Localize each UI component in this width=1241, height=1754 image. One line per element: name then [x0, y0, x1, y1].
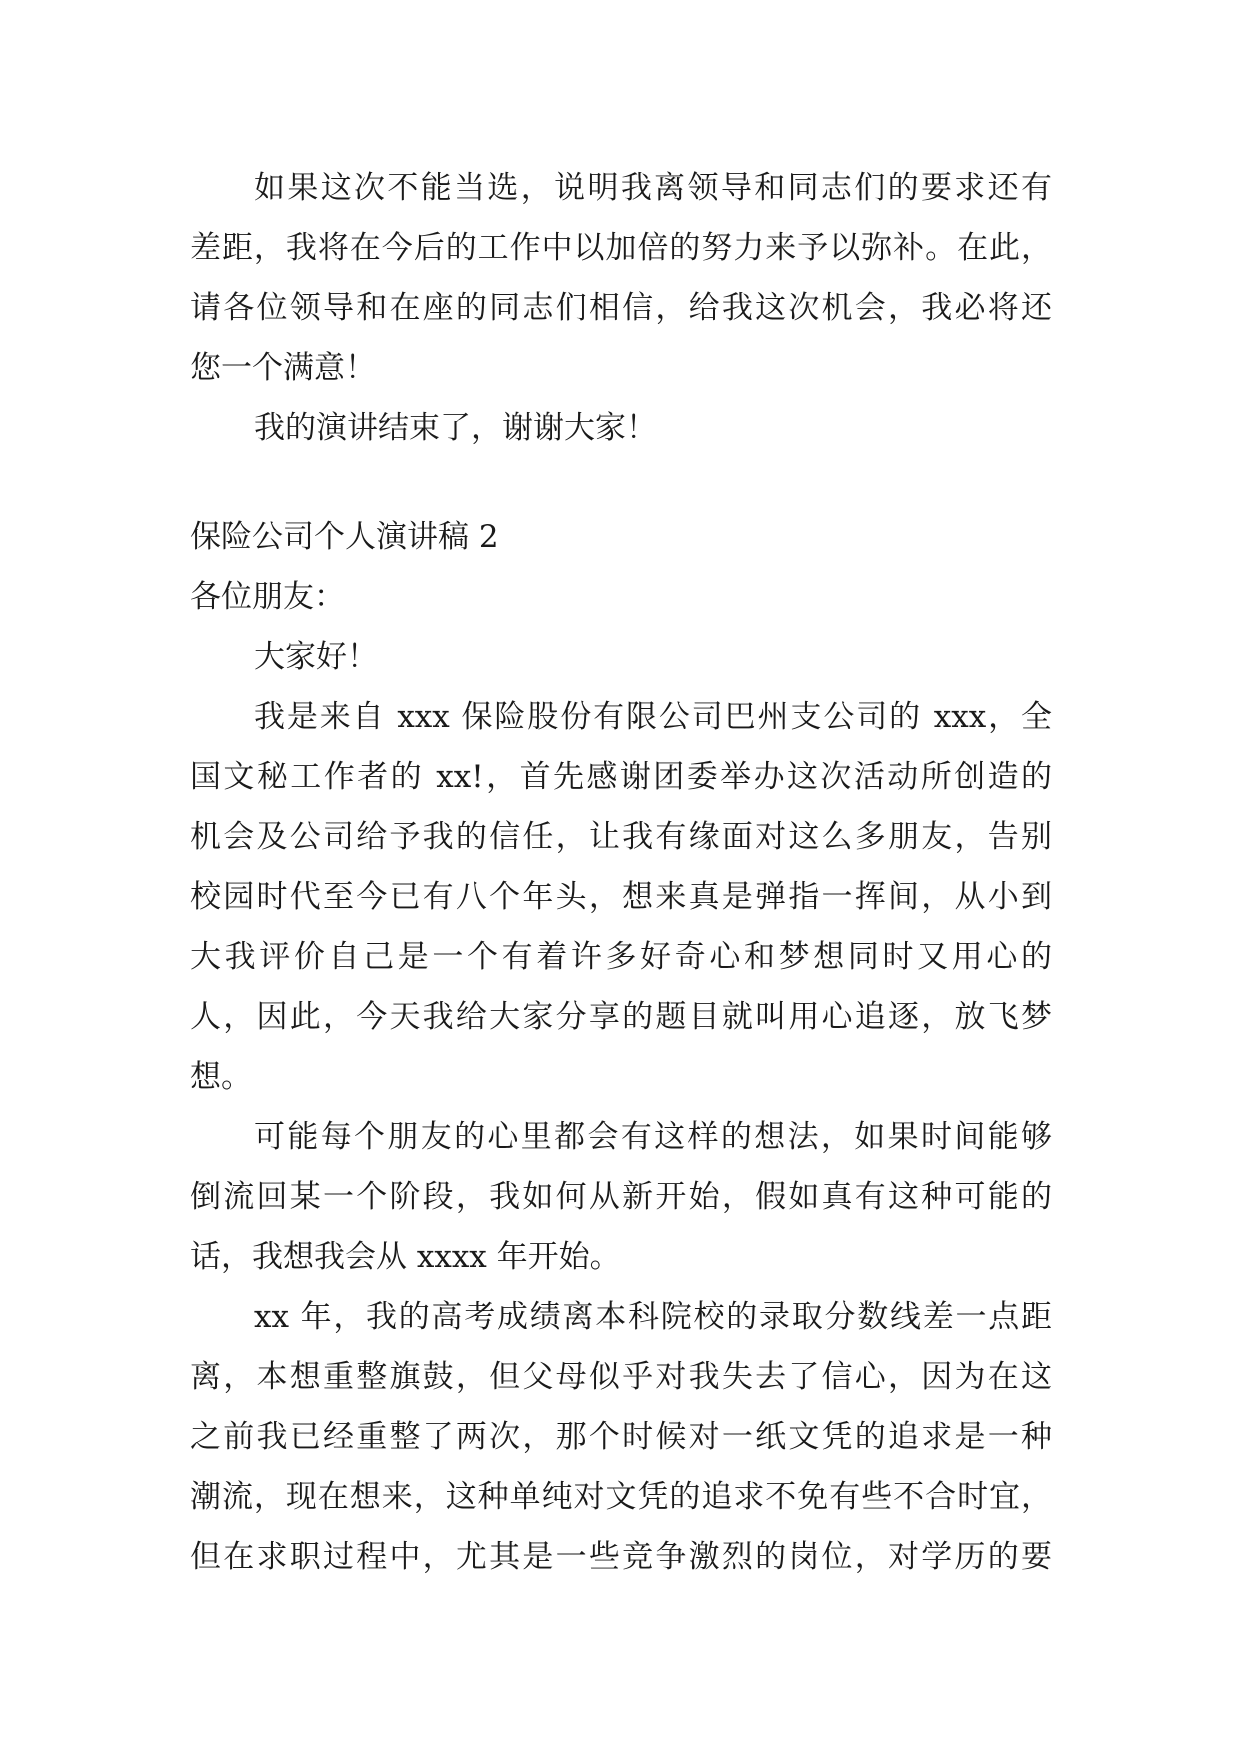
paragraph-line: 机会及公司给予我的信任，让我有缘面对这么多朋友，告别 [190, 819, 1052, 855]
paragraph-line: 我的演讲结束了，谢谢大家！ [254, 410, 657, 446]
paragraph-line: 大我评价自己是一个有着许多好奇心和梦想同时又用心的 [190, 939, 1052, 975]
salutation: 各位朋友： [190, 579, 345, 615]
paragraph-line: 请各位领导和在座的同志们相信，给我这次机会，我必将还 [190, 290, 1052, 326]
section-title: 保险公司个人演讲稿 2 [190, 519, 499, 555]
paragraph-line: xx 年，我的高考成绩离本科院校的录取分数线差一点距 [254, 1299, 1052, 1335]
paragraph-line: 之前我已经重整了两次，那个时候对一纸文凭的追求是一种 [190, 1419, 1052, 1455]
paragraph-line: 倒流回某一个阶段，我如何从新开始，假如真有这种可能的 [190, 1179, 1052, 1215]
paragraph-line: 差距，我将在今后的工作中以加倍的努力来予以弥补。在此， [190, 230, 1052, 266]
paragraph-line: 校园时代至今已有八个年头，想来真是弹指一挥间，从小到 [190, 879, 1052, 915]
paragraph-line: 离，本想重整旗鼓，但父母似乎对我失去了信心，因为在这 [190, 1359, 1052, 1395]
paragraph-line: 想。 [190, 1059, 252, 1095]
paragraph-line: 潮流，现在想来，这种单纯对文凭的追求不免有些不合时宜， [190, 1479, 1052, 1515]
paragraph-line: 话，我想我会从 xxxx 年开始。 [190, 1239, 621, 1275]
paragraph-line: 国文秘工作者的 xx!，首先感谢团委举办这次活动所创造的 [190, 759, 1052, 795]
greeting: 大家好！ [254, 639, 378, 675]
paragraph-line: 您一个满意！ [190, 350, 376, 386]
paragraph-line: 可能每个朋友的心里都会有这样的想法，如果时间能够 [254, 1119, 1052, 1155]
paragraph-line: 我是来自 xxx 保险股份有限公司巴州支公司的 xxx，全 [254, 699, 1052, 735]
paragraph-line: 但在求职过程中，尤其是一些竞争激烈的岗位，对学历的要 [190, 1539, 1052, 1575]
paragraph-line: 人，因此，今天我给大家分享的题目就叫用心追逐，放飞梦 [190, 999, 1052, 1035]
paragraph-line: 如果这次不能当选，说明我离领导和同志们的要求还有 [254, 170, 1052, 206]
